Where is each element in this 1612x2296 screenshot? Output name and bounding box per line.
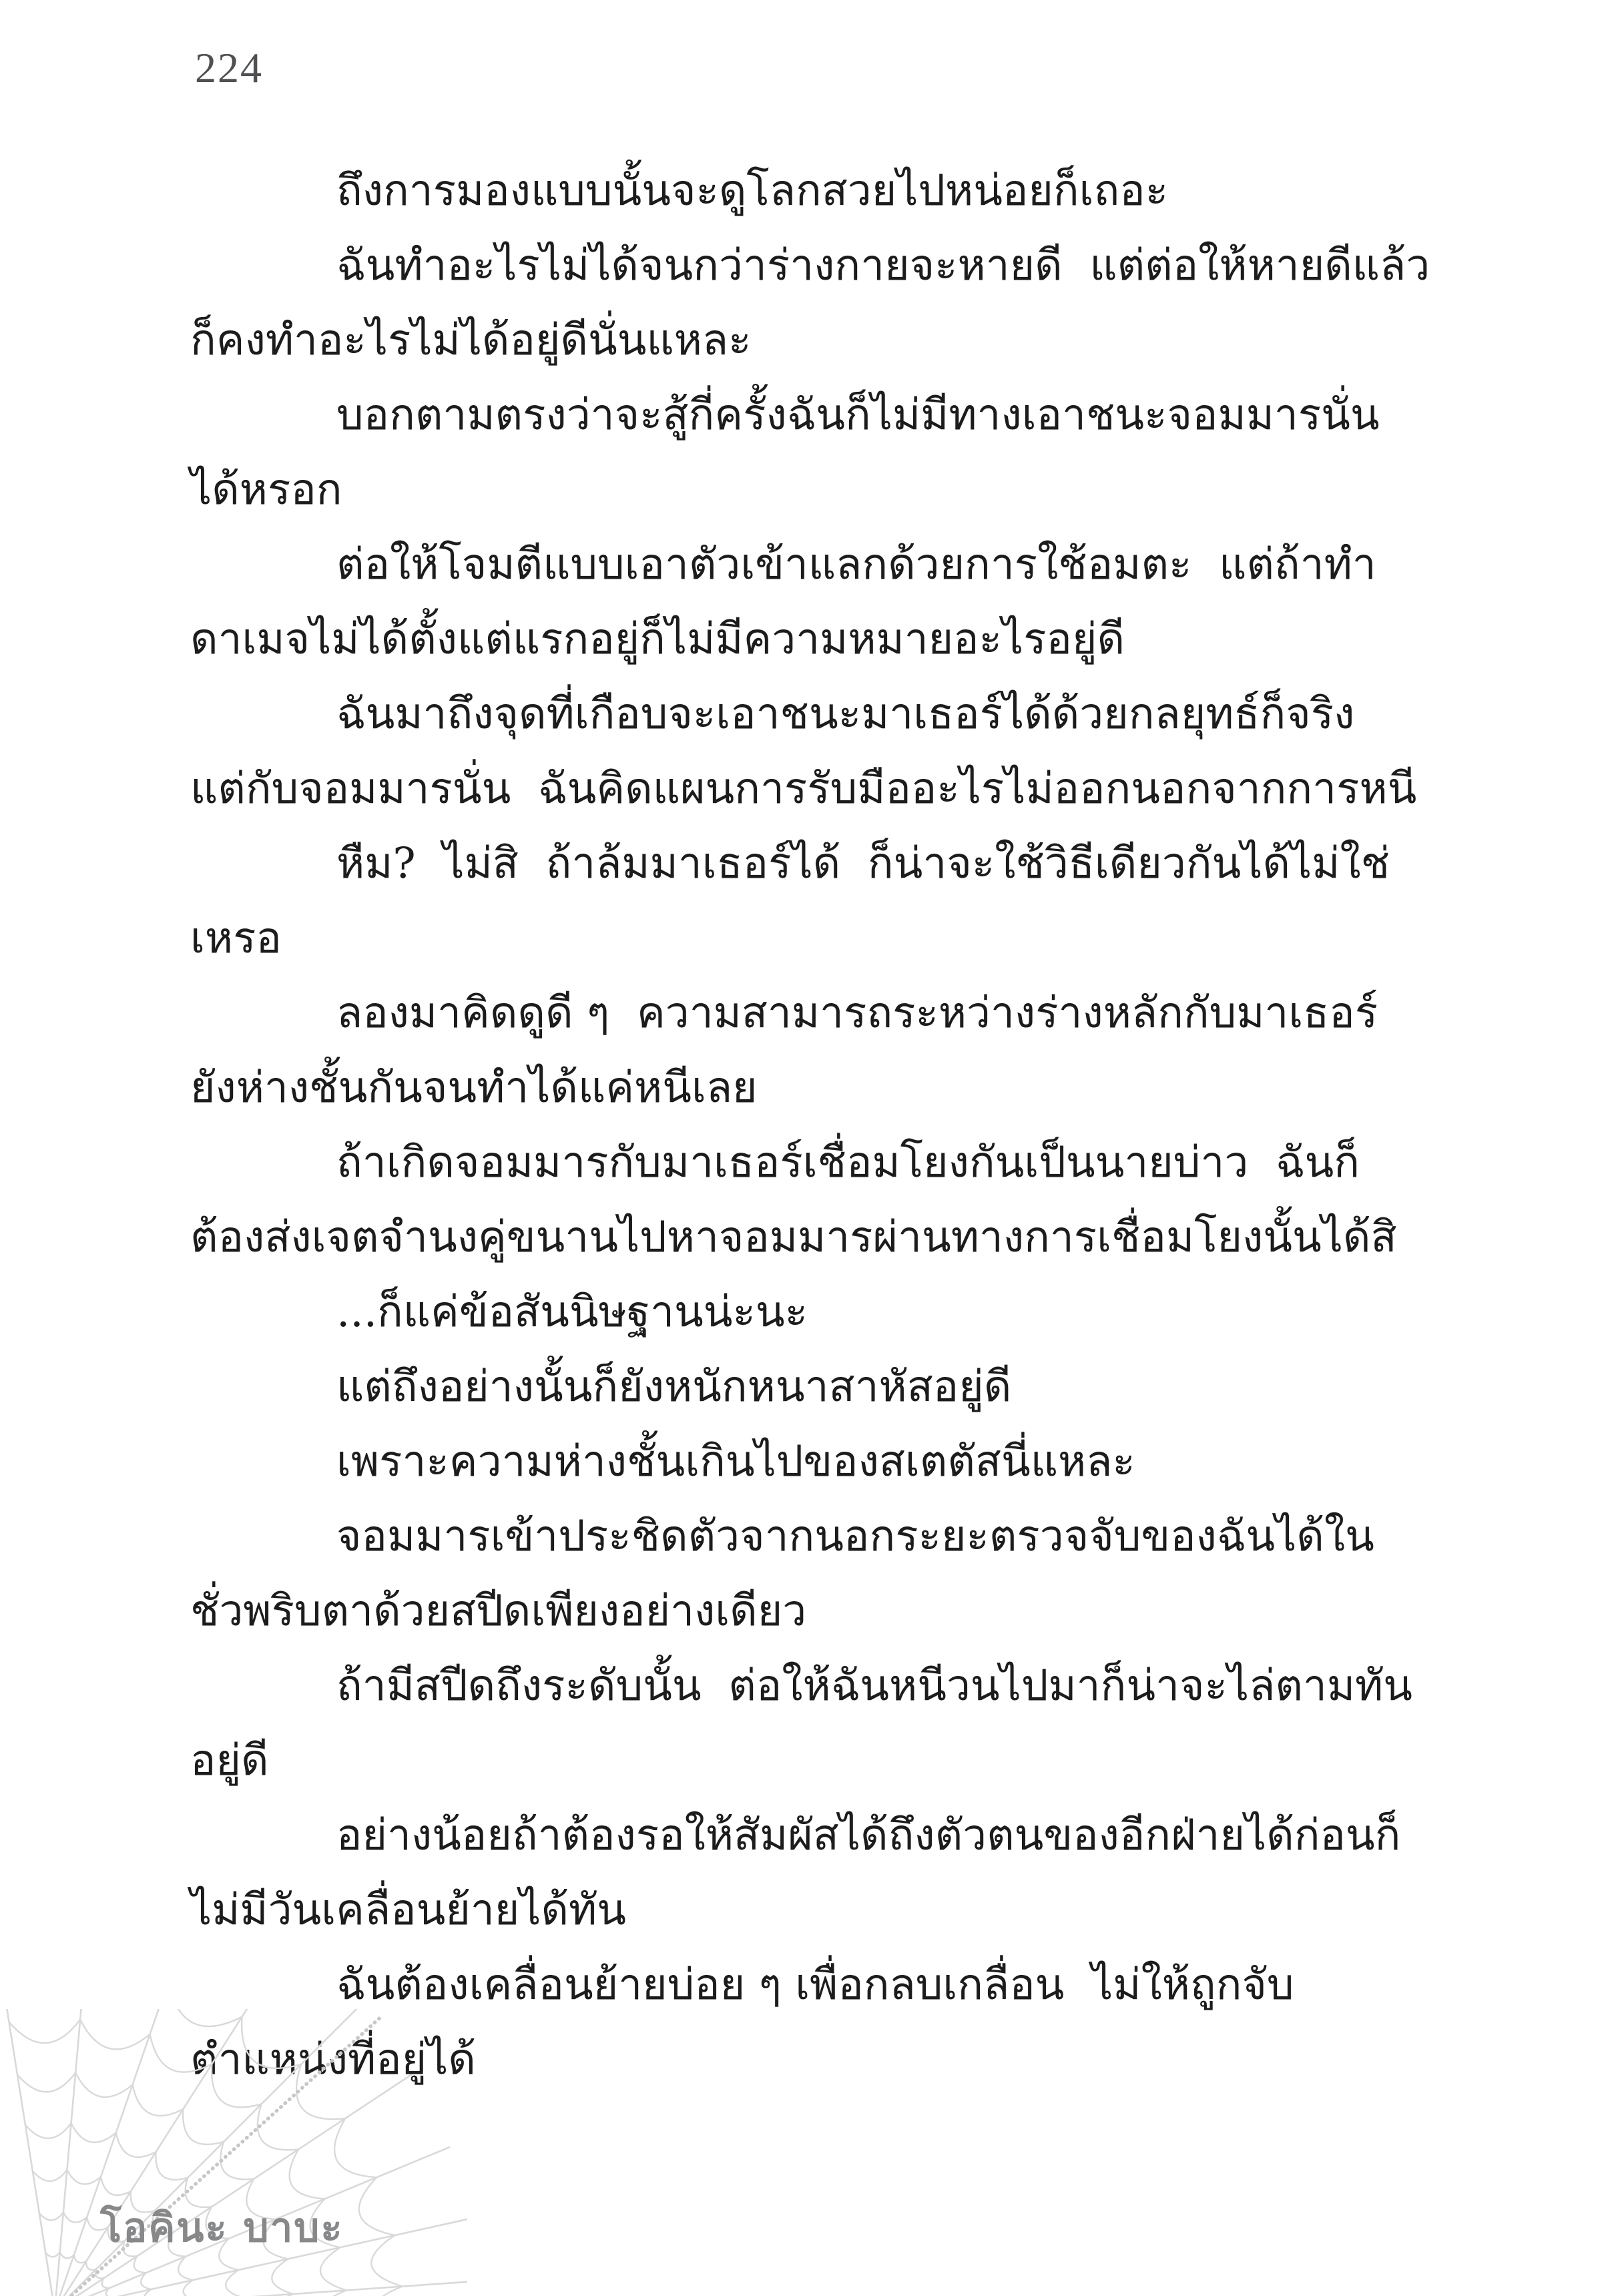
text-line: ฉันทำอะไรไม่ได้จนกว่าร่างกายจะหายดี แต่ต่อให้หายดีแล้ว (336, 241, 1430, 290)
spider-web-icon (0, 2009, 467, 2296)
text-line: ฉันต้องเคลื่อนย้ายบ่อย ๆ เพื่อกลบเกลื่อน ไม่ให้ถูกจับ (336, 1960, 1294, 2010)
text-line: ตำแหน่งที่อยู่ได้ (190, 2035, 476, 2084)
text-line: แต่กับจอมมารนั่น ฉันคิดแผนการรับมืออะไรไม่ออกนอกจากการหนี (190, 764, 1417, 814)
text-line: เพราะความห่างชั้นเกินไปของสเตตัสนี่แหละ (336, 1437, 1135, 1486)
text-line: หืม? ไม่สิ ถ้าล้มมาเธอร์ได้ ก็น่าจะใช้วิธีเดียวกันได้ไม่ใช่ (336, 839, 1390, 888)
text-line: ถ้าเกิดจอมมารกับมาเธอร์เชื่อมโยงกันเป็นนายบ่าว ฉันก็ (336, 1138, 1360, 1187)
body-text-block (190, 154, 1432, 2097)
text-line: ฉันมาถึงจุดที่เกือบจะเอาชนะมาเธอร์ได้ด้วยกลยุทธ์ก็จริง (336, 689, 1355, 739)
text-line: อยู่ดี (190, 1736, 269, 1785)
text-line: ดาเมจไม่ได้ตั้งแต่แรกอยู่ก็ไม่มีความหมายอะไรอยู่ดี (190, 615, 1125, 664)
text-line: จอมมารเข้าประชิดตัวจากนอกระยะตรวจจับของฉันได้ใน (336, 1512, 1374, 1561)
text-line: เหรอ (190, 914, 282, 963)
text-line: ถ้ามีสปีดถึงระดับนั้น ต่อให้ฉันหนีวนไปมาก็น่าจะไล่ตามทัน (336, 1661, 1412, 1711)
text-line: ต่อให้โจมตีแบบเอาตัวเข้าแลกด้วยการใช้อมตะ แต่ถ้าทำ (336, 540, 1376, 589)
text-line: ...ก็แค่ข้อสันนิษฐานน่ะนะ (336, 1287, 808, 1337)
page-number: 224 (195, 44, 263, 91)
author-credit: โอคินะ บาบะ (100, 2205, 344, 2251)
text-line: ไม่มีวันเคลื่อนย้ายได้ทัน (190, 1886, 626, 1935)
text-line: อย่างน้อยถ้าต้องรอให้สัมผัสได้ถึงตัวตนของอีกฝ่ายได้ก่อนก็ (336, 1811, 1401, 1860)
text-line: ต้องส่งเจตจำนงคู่ขนานไปหาจอมมารผ่านทางการเชื่อมโยงนั้นได้สิ (190, 1213, 1397, 1262)
text-line: แต่ถึงอย่างนั้นก็ยังหนักหนาสาหัสอยู่ดี (336, 1362, 1012, 1412)
text-line: ลองมาคิดดูดี ๆ ความสามารถระหว่างร่างหลักกับมาเธอร์ (336, 988, 1378, 1038)
text-line: ก็คงทำอะไรไม่ได้อยู่ดีนั่นแหละ (190, 316, 752, 365)
text-line: บอกตามตรงว่าจะสู้กี่ครั้งฉันก็ไม่มีทางเอาชนะจอมมารนั่น (336, 390, 1380, 440)
text-line: ยังห่างชั้นกันจนทำได้แค่หนีเลย (190, 1063, 758, 1113)
text-line: ได้หรอก (190, 465, 342, 515)
text-line: ถึงการมองแบบนั้นจะดูโลกสวยไปหน่อยก็เถอะ (336, 166, 1169, 216)
text-line: ชั่วพริบตาด้วยสปีดเพียงอย่างเดียว (190, 1587, 807, 1636)
